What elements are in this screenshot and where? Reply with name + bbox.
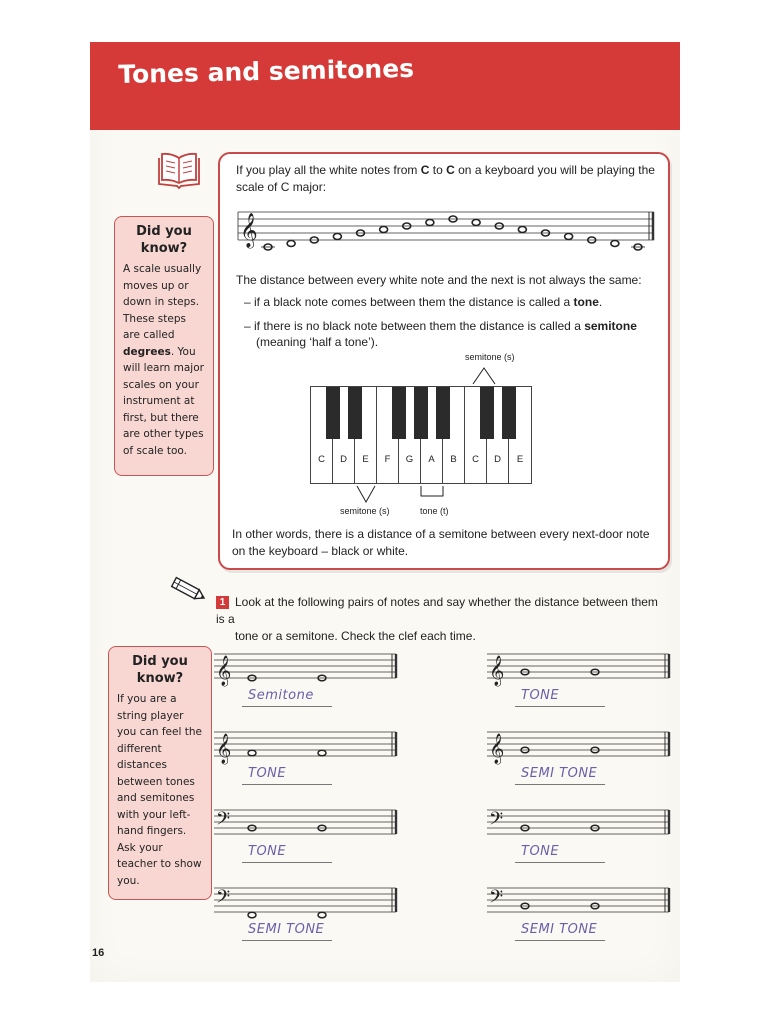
did-you-know-text: A scale usually moves up or down in steps. These steps are called degrees. You will learn major scales on your instrument at first, but there are other types of scale too. [123, 263, 204, 457]
answer-line[interactable] [515, 940, 605, 941]
exercise-instructions: 1 Look at the following pairs of notes and say whether the distance between them is a tone or a semitone. Check the clef each time. [216, 595, 658, 643]
exercise-note [248, 912, 256, 918]
semitone-top-label: semitone (s) [465, 352, 515, 362]
exercise-staff [212, 726, 402, 776]
key-label: C [472, 454, 479, 465]
handwritten-answer: TONE [248, 844, 287, 859]
key-label: A [428, 454, 435, 465]
scale-note [472, 220, 480, 226]
exercise-staff [485, 648, 675, 698]
workbook-page [90, 42, 680, 982]
black-key [436, 387, 450, 439]
answer-line[interactable] [515, 784, 605, 785]
bullet-semitone: – if there is no black note between them the distance is called a semitone (meaning ‘half a tone’). [244, 319, 637, 349]
key-label: F [384, 454, 391, 465]
pencil-icon [168, 572, 210, 608]
did-you-know-title: Did you know? [136, 224, 192, 256]
distance-explanation: The distance between every white note and the next is not always the same: [236, 273, 642, 287]
exercise-staff [485, 804, 675, 854]
scale-note [426, 220, 434, 226]
key-label: G [405, 454, 414, 465]
header-banner [90, 42, 680, 130]
answer-line[interactable] [515, 706, 605, 707]
scale-note [518, 227, 526, 233]
exercise-number: 1 [216, 596, 229, 609]
summary-text: In other words, there is a distance of a semitone between every next-door note on the keyboard – black or white. [232, 527, 650, 558]
bullet-tone: – if a black note comes between them the distance is called a tone. [244, 295, 603, 309]
exercise-note [248, 750, 256, 756]
treble-clef-icon: 𝄞 [216, 656, 232, 686]
handwritten-answer: Semitone [248, 688, 314, 703]
answer-line[interactable] [242, 940, 332, 941]
bass-clef-icon: 𝄢 [489, 887, 504, 912]
black-key [414, 387, 428, 439]
page-title: Tones and semitones [118, 53, 415, 89]
keyboard-diagram [310, 386, 532, 484]
treble-clef-icon: 𝄞 [489, 734, 505, 764]
handwritten-answer: TONE [521, 688, 560, 703]
c-major-scale-staff [234, 206, 660, 256]
handwritten-answer: TONE [521, 844, 560, 859]
treble-clef-icon: 𝄞 [216, 734, 232, 764]
bass-clef-icon: 𝄢 [216, 809, 231, 834]
page-number: 16 [92, 947, 105, 959]
black-key [392, 387, 406, 439]
scale-note [611, 241, 619, 247]
treble-clef-icon: 𝄞 [489, 656, 505, 686]
book-icon [156, 150, 202, 190]
tone-bottom-label: tone (t) [420, 506, 449, 516]
scale-note [380, 227, 388, 233]
key-label: C [318, 454, 325, 465]
handwritten-answer: SEMI TONE [248, 922, 325, 937]
did-you-know-title: Did you know? [132, 654, 188, 686]
bass-clef-icon: 𝄢 [216, 887, 231, 912]
scale-note [287, 241, 295, 247]
semitone-top-caret [470, 364, 500, 386]
handwritten-answer: SEMI TONE [521, 766, 598, 781]
exercise-note [318, 750, 326, 756]
intro-text: If you play all the white notes from C to C on a keyboard you will be playing the scale of C major: [236, 163, 655, 194]
handwritten-answer: TONE [248, 766, 287, 781]
exercise-staff [212, 804, 402, 854]
info-box [218, 152, 670, 570]
key-label: D [494, 454, 501, 465]
scale-note [565, 234, 573, 240]
bass-clef-icon: 𝄢 [489, 809, 504, 834]
semitone-bottom-label: semitone (s) [340, 506, 390, 516]
black-key [326, 387, 340, 439]
scale-note [333, 234, 341, 240]
did-you-know-box-strings [108, 646, 212, 900]
treble-clef-icon: 𝄞 [240, 213, 258, 248]
answer-line[interactable] [242, 784, 332, 785]
answer-line[interactable] [515, 862, 605, 863]
answer-line[interactable] [242, 706, 332, 707]
black-key [348, 387, 362, 439]
handwritten-answer: SEMI TONE [521, 922, 598, 937]
black-key [502, 387, 516, 439]
bottom-brackets [355, 484, 465, 506]
key-label: D [340, 454, 347, 465]
key-label: E [362, 454, 369, 465]
black-key [480, 387, 494, 439]
exercise-note [318, 912, 326, 918]
did-you-know-text: If you are a string player you can feel the different distances between tones and semitones with your left-hand fingers. Ask your teacher to show you. [117, 693, 202, 887]
did-you-know-box-scales [114, 216, 214, 476]
key-label: B [450, 454, 457, 465]
key-label: E [516, 454, 524, 465]
answer-line[interactable] [242, 862, 332, 863]
